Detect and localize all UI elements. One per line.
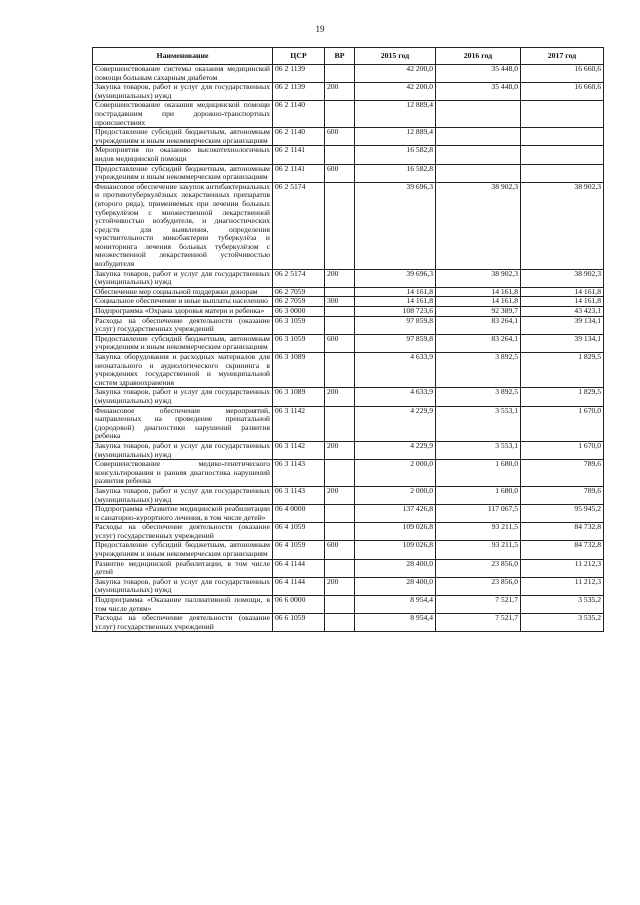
row-name-cell: Финансовое обеспечение закупок антибактериальных и противотуберкулёзных лекарственных препаратов (второго ряда), применяемых при лечении больных туберкулёзом с множественной лекарственной устойчивостью возбудителя, и диагностических средств для выявления, определения чувствительности микобактерии туберкулёза и мониторинга лечения больных туберкулёзом с множественной лекарственной устойчивостью возбудителя — [93, 182, 273, 269]
row-name-cell: Закупка товаров, работ и услуг для государственных (муниципальных) нужд — [93, 388, 273, 406]
row-2015-cell: 109 026,8 — [355, 541, 436, 559]
row-vr-cell — [325, 65, 355, 83]
row-2017-cell — [521, 128, 604, 146]
row-csr-cell: 06 4 0000 — [273, 505, 325, 523]
table-row — [93, 460, 604, 487]
row-name-cell: Совершенствование оказания медицинской помощи пострадавшим при дорожно-транспортных происшествиях — [93, 101, 273, 128]
row-2017-cell: 14 161,8 — [521, 287, 604, 297]
table-row — [93, 128, 604, 146]
row-2016-cell — [436, 128, 521, 146]
row-vr-cell — [325, 460, 355, 487]
row-name-cell: Закупка товаров, работ и услуг для государственных (муниципальных) нужд — [93, 441, 273, 459]
row-2017-cell: 11 212,3 — [521, 559, 604, 577]
table-row — [93, 269, 604, 287]
table-row — [93, 486, 604, 504]
header-csr: ЦСР — [273, 48, 325, 65]
row-name-cell: Закупка товаров, работ и услуг для государственных (муниципальных) нужд — [93, 486, 273, 504]
row-2015-cell: 12 889,4 — [355, 128, 436, 146]
row-csr-cell: 06 2 7059 — [273, 287, 325, 297]
row-name-cell: Расходы на обеспечение деятельности (оказание услуг) государственных учреждений — [93, 523, 273, 541]
row-2015-cell: 137 426,8 — [355, 505, 436, 523]
row-2016-cell: 38 902,3 — [436, 182, 521, 269]
row-2016-cell: 7 521,7 — [436, 596, 521, 614]
row-name-cell: Подпрограмма «Развитие медицинской реабилитации и санаторно-курортного лечения, в том числе детей» — [93, 505, 273, 523]
row-csr-cell: 06 3 1089 — [273, 353, 325, 388]
table-row — [93, 353, 604, 388]
row-2015-cell: 97 859,8 — [355, 316, 436, 334]
page-number: 19 — [315, 24, 325, 34]
row-2015-cell: 28 400,0 — [355, 559, 436, 577]
row-csr-cell: 06 3 1089 — [273, 388, 325, 406]
table-row — [93, 287, 604, 297]
table-row — [93, 406, 604, 441]
table-body — [93, 65, 604, 632]
row-2017-cell: 16 660,6 — [521, 65, 604, 83]
table-row — [93, 182, 604, 269]
row-2016-cell — [436, 146, 521, 164]
row-2017-cell: 1 829,5 — [521, 388, 604, 406]
row-2017-cell: 39 134,1 — [521, 316, 604, 334]
header-2017: 2017 год — [521, 48, 604, 65]
row-name-cell: Мероприятия по оказанию высокотехнологичных видов медицинской помощи — [93, 146, 273, 164]
row-vr-cell: 200 — [325, 441, 355, 459]
row-2016-cell: 23 856,0 — [436, 559, 521, 577]
row-csr-cell: 06 6 0000 — [273, 596, 325, 614]
row-name-cell: Обеспечение мер социальной поддержки донорам — [93, 287, 273, 297]
row-csr-cell: 06 2 1140 — [273, 128, 325, 146]
table-row — [93, 307, 604, 317]
row-name-cell: Закупка товаров, работ и услуг для государственных (муниципальных) нужд — [93, 83, 273, 101]
row-name-cell: Совершенствование медико-генетического консультирования и ранняя диагностика нарушений развития ребенка — [93, 460, 273, 487]
row-vr-cell — [325, 146, 355, 164]
row-2017-cell: 43 423,1 — [521, 307, 604, 317]
row-2017-cell: 3 535,2 — [521, 614, 604, 632]
row-2015-cell: 42 200,0 — [355, 83, 436, 101]
budget-table — [92, 47, 604, 632]
row-2016-cell: 23 856,0 — [436, 577, 521, 595]
row-2015-cell: 14 161,8 — [355, 287, 436, 297]
row-2016-cell — [436, 101, 521, 128]
row-2017-cell: 1 670,0 — [521, 406, 604, 441]
row-name-cell: Совершенствование системы оказания медицинской помощи больным сахарным диабетом — [93, 65, 273, 83]
row-vr-cell — [325, 101, 355, 128]
row-2016-cell: 14 161,8 — [436, 287, 521, 297]
row-csr-cell: 06 2 1139 — [273, 83, 325, 101]
row-csr-cell: 06 6 1059 — [273, 614, 325, 632]
row-2015-cell: 4 229,9 — [355, 441, 436, 459]
row-2017-cell: 1 829,5 — [521, 353, 604, 388]
row-2016-cell: 92 389,7 — [436, 307, 521, 317]
row-csr-cell: 06 3 1143 — [273, 460, 325, 487]
row-vr-cell — [325, 406, 355, 441]
row-2017-cell: 95 945,2 — [521, 505, 604, 523]
row-name-cell: Предоставление субсидий бюджетным, автономным учреждениям и иным некоммерческим организациям — [93, 128, 273, 146]
row-2017-cell: 3 535,2 — [521, 596, 604, 614]
row-name-cell: Развитие медицинской реабилитации, в том числе детей — [93, 559, 273, 577]
row-name-cell: Социальное обеспечение и иные выплаты населению — [93, 297, 273, 307]
row-2015-cell: 28 400,0 — [355, 577, 436, 595]
row-vr-cell — [325, 596, 355, 614]
row-2016-cell: 3 553,1 — [436, 441, 521, 459]
row-name-cell: Предоставление субсидий бюджетным, автономным учреждениям и иным некоммерческим организациям — [93, 164, 273, 182]
row-2015-cell: 12 889,4 — [355, 101, 436, 128]
table-row — [93, 297, 604, 307]
row-csr-cell: 06 3 1059 — [273, 334, 325, 352]
row-vr-cell — [325, 316, 355, 334]
row-name-cell: Закупка оборудования и расходных материалов для неонатального и аудиологического скрининга в учреждениях государственной и муниципальной систем здравоохранения — [93, 353, 273, 388]
row-name-cell: Закупка товаров, работ и услуг для государственных (муниципальных) нужд — [93, 577, 273, 595]
row-2015-cell: 4 633,9 — [355, 388, 436, 406]
row-csr-cell: 06 2 1139 — [273, 65, 325, 83]
header-vr: ВР — [325, 48, 355, 65]
table-header-row — [93, 48, 604, 65]
row-2017-cell: 14 161,8 — [521, 297, 604, 307]
row-2015-cell: 8 954,4 — [355, 614, 436, 632]
row-vr-cell: 200 — [325, 83, 355, 101]
table-row — [93, 523, 604, 541]
table-row — [93, 541, 604, 559]
row-name-cell: Предоставление субсидий бюджетным, автономным учреждениям и иным некоммерческим организациям — [93, 334, 273, 352]
row-2015-cell: 2 000,0 — [355, 460, 436, 487]
row-csr-cell: 06 3 0000 — [273, 307, 325, 317]
row-vr-cell — [325, 307, 355, 317]
row-2017-cell: 84 732,8 — [521, 523, 604, 541]
row-name-cell: Предоставление субсидий бюджетным, автономным учреждениям и иным некоммерческим организациям — [93, 541, 273, 559]
row-csr-cell: 06 2 5174 — [273, 182, 325, 269]
row-vr-cell — [325, 182, 355, 269]
row-2015-cell: 2 000,0 — [355, 486, 436, 504]
table-row — [93, 65, 604, 83]
row-name-cell: Подпрограмма «Оказание паллиативной помощи, в том числе детям» — [93, 596, 273, 614]
row-2015-cell: 4 633,9 — [355, 353, 436, 388]
table-row — [93, 83, 604, 101]
row-2017-cell: 84 732,8 — [521, 541, 604, 559]
row-2017-cell: 38 902,3 — [521, 182, 604, 269]
row-vr-cell — [325, 559, 355, 577]
row-2015-cell: 42 200,0 — [355, 65, 436, 83]
row-2016-cell: 93 211,5 — [436, 523, 521, 541]
row-2016-cell: 93 211,5 — [436, 541, 521, 559]
table-row — [93, 559, 604, 577]
row-vr-cell — [325, 287, 355, 297]
row-2016-cell: 38 902,3 — [436, 269, 521, 287]
row-2016-cell: 117 067,5 — [436, 505, 521, 523]
row-2017-cell — [521, 146, 604, 164]
row-csr-cell: 06 3 1142 — [273, 406, 325, 441]
row-2015-cell: 16 582,8 — [355, 164, 436, 182]
row-2017-cell: 38 902,3 — [521, 269, 604, 287]
row-2015-cell: 14 161,8 — [355, 297, 436, 307]
row-csr-cell: 06 2 1141 — [273, 146, 325, 164]
row-2016-cell: 3 553,1 — [436, 406, 521, 441]
row-name-cell: Расходы на обеспечение деятельности (оказание услуг) государственных учреждений — [93, 316, 273, 334]
header-name: Наименование — [93, 48, 273, 65]
row-2017-cell — [521, 164, 604, 182]
row-csr-cell: 06 4 1144 — [273, 577, 325, 595]
row-csr-cell: 06 2 5174 — [273, 269, 325, 287]
table-row — [93, 388, 604, 406]
row-vr-cell: 600 — [325, 334, 355, 352]
row-2017-cell — [521, 101, 604, 128]
table-row — [93, 146, 604, 164]
row-vr-cell: 300 — [325, 297, 355, 307]
table-row — [93, 441, 604, 459]
row-vr-cell: 600 — [325, 164, 355, 182]
row-2015-cell: 16 582,8 — [355, 146, 436, 164]
row-2015-cell: 39 696,3 — [355, 269, 436, 287]
row-csr-cell: 06 3 1142 — [273, 441, 325, 459]
row-2016-cell: 14 161,8 — [436, 297, 521, 307]
row-2015-cell: 109 026,8 — [355, 523, 436, 541]
row-2015-cell: 39 696,3 — [355, 182, 436, 269]
row-2016-cell: 35 448,0 — [436, 65, 521, 83]
table-row — [93, 596, 604, 614]
row-2016-cell: 7 521,7 — [436, 614, 521, 632]
row-2016-cell: 1 680,0 — [436, 486, 521, 504]
row-2017-cell: 16 660,6 — [521, 83, 604, 101]
row-csr-cell: 06 2 1140 — [273, 101, 325, 128]
table-row — [93, 101, 604, 128]
row-2017-cell: 11 212,3 — [521, 577, 604, 595]
row-vr-cell — [325, 523, 355, 541]
row-2015-cell: 8 954,4 — [355, 596, 436, 614]
row-vr-cell — [325, 614, 355, 632]
row-2016-cell: 83 264,1 — [436, 334, 521, 352]
row-2016-cell: 83 264,1 — [436, 316, 521, 334]
row-csr-cell: 06 2 7059 — [273, 297, 325, 307]
row-2017-cell: 1 670,0 — [521, 441, 604, 459]
row-2016-cell: 1 680,0 — [436, 460, 521, 487]
row-vr-cell: 200 — [325, 388, 355, 406]
row-2016-cell: 35 448,0 — [436, 83, 521, 101]
row-2016-cell — [436, 164, 521, 182]
row-2017-cell: 39 134,1 — [521, 334, 604, 352]
row-vr-cell: 200 — [325, 269, 355, 287]
row-2016-cell: 3 892,5 — [436, 388, 521, 406]
row-vr-cell: 200 — [325, 486, 355, 504]
header-2015: 2015 год — [355, 48, 436, 65]
table-row — [93, 505, 604, 523]
row-name-cell: Финансовое обеспечение мероприятий, направленных на проведение пренатальной (дородовой) диагностики нарушений развития ребенка — [93, 406, 273, 441]
row-2017-cell: 789,6 — [521, 460, 604, 487]
header-2016: 2016 год — [436, 48, 521, 65]
row-csr-cell: 06 4 1059 — [273, 523, 325, 541]
row-vr-cell: 200 — [325, 577, 355, 595]
row-csr-cell: 06 2 1141 — [273, 164, 325, 182]
table-row — [93, 614, 604, 632]
row-name-cell: Закупка товаров, работ и услуг для государственных (муниципальных) нужд — [93, 269, 273, 287]
row-csr-cell: 06 4 1144 — [273, 559, 325, 577]
row-2015-cell: 108 723,6 — [355, 307, 436, 317]
row-csr-cell: 06 3 1143 — [273, 486, 325, 504]
row-csr-cell: 06 4 1059 — [273, 541, 325, 559]
row-vr-cell: 600 — [325, 541, 355, 559]
table-row — [93, 577, 604, 595]
table-row — [93, 316, 604, 334]
row-2015-cell: 4 229,9 — [355, 406, 436, 441]
table-row — [93, 164, 604, 182]
row-csr-cell: 06 3 1059 — [273, 316, 325, 334]
row-vr-cell — [325, 353, 355, 388]
row-name-cell: Расходы на обеспечение деятельности (оказание услуг) государственных учреждений — [93, 614, 273, 632]
row-vr-cell — [325, 505, 355, 523]
table-row — [93, 334, 604, 352]
row-2015-cell: 97 859,8 — [355, 334, 436, 352]
row-name-cell: Подпрограмма «Охрана здоровья матери и ребенка» — [93, 307, 273, 317]
row-2017-cell: 789,6 — [521, 486, 604, 504]
row-vr-cell: 600 — [325, 128, 355, 146]
row-2016-cell: 3 892,5 — [436, 353, 521, 388]
